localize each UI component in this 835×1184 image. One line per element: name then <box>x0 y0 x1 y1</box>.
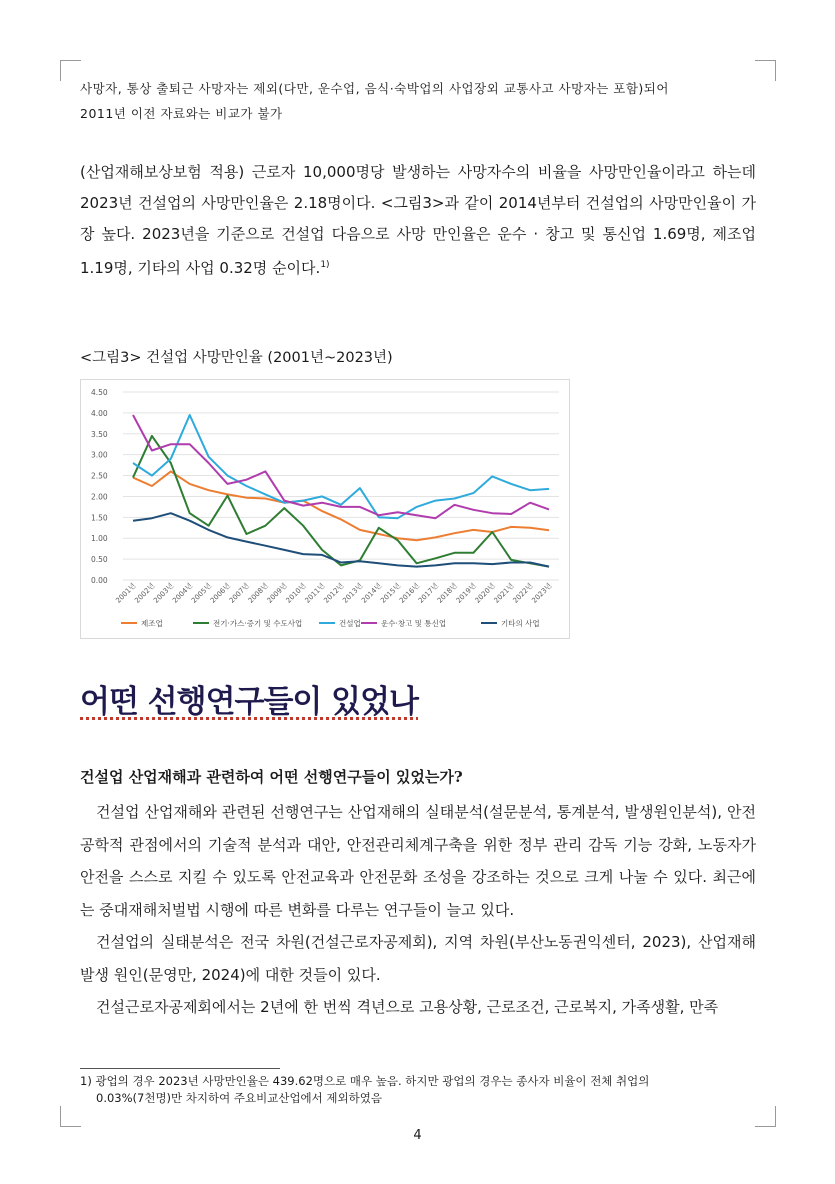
series-line <box>133 415 549 518</box>
series-line <box>133 513 549 566</box>
intro-paragraph <box>80 157 756 284</box>
legend-label: 제조업 <box>141 619 163 628</box>
note-line-2: 2011년 이전 자료와는 비교가 불가 <box>80 106 283 121</box>
footnote-ref[interactable]: 1) <box>320 260 330 270</box>
x-tick-label: 2002년 <box>133 581 157 605</box>
x-tick-label: 2016년 <box>398 581 422 605</box>
fatality-rate-chart <box>80 379 570 639</box>
x-tick-label: 2003년 <box>152 581 176 605</box>
figure-caption: <그림3> 건설업 사망만인율 (2001년~2023년) <box>80 350 393 366</box>
footnote-rule <box>80 1068 280 1069</box>
y-tick-label: 3.50 <box>91 429 108 439</box>
x-tick-label: 2022년 <box>511 581 535 605</box>
x-tick-label: 2023년 <box>530 581 554 605</box>
y-tick-label: 2.00 <box>91 492 108 502</box>
x-tick-label: 2004년 <box>171 581 195 605</box>
y-tick-label: 4.50 <box>91 388 108 397</box>
legend-label: 기타의 사업 <box>501 619 540 628</box>
crop-mark-top-right <box>755 60 776 81</box>
body-text <box>80 796 756 1024</box>
x-tick-label: 2007년 <box>227 581 251 605</box>
legend-label: 전기·가스·증기 및 수도사업 <box>213 619 303 628</box>
footnote-line-1: 1) 광업의 경우 2023년 사망만인율은 439.62명으로 매우 높음. 하지만 광업의 경우는 종사자 비율이 전체 취업의 <box>80 1074 650 1088</box>
x-tick-label: 2020년 <box>473 581 497 605</box>
x-tick-label: 2009년 <box>265 581 289 605</box>
y-tick-label: 3.00 <box>91 450 108 460</box>
legend-label: 운수·창고 및 통신업 <box>381 619 447 628</box>
crop-mark-bottom-right <box>755 1106 776 1127</box>
x-tick-label: 2006년 <box>208 581 232 605</box>
x-tick-label: 2012년 <box>322 581 346 605</box>
y-tick-label: 4.00 <box>91 408 108 418</box>
continued-note <box>80 76 756 126</box>
x-tick-label: 2021년 <box>492 581 516 605</box>
chart-svg <box>81 380 569 638</box>
x-tick-label: 2010년 <box>284 581 308 605</box>
x-tick-label: 2015년 <box>379 581 403 605</box>
x-tick-label: 2018년 <box>435 581 459 605</box>
body-paragraph-3: 건설근로자공제회에서는 2년에 한 번씩 격년으로 고용상황, 근로조건, 근로복지, 가족생활, 만족 <box>96 998 719 1016</box>
footnote <box>80 1073 756 1107</box>
x-tick-label: 2013년 <box>341 581 365 605</box>
y-tick-label: 0.00 <box>91 576 108 585</box>
intro-text: (산업재해보상보험 적용) 근로자 10,000명당 발생하는 사망자수의 비율을 사망만인율이라고 하는데 2023년 건설업의 사망만인율은 2.18명이다. <그림3>과 같이 2014년부터 건설업의 사망만인율이 가장 높다. 2023년을 기준으로 건설업 다음으로 사망 만인율은 운수 · 창고 및 통신업 1.69명, 제조업 1.19명, 기타의 사업 0.32명 순이다. <box>80 163 756 277</box>
x-tick-label: 2019년 <box>454 581 478 605</box>
page-number: 4 <box>413 1128 422 1143</box>
y-tick-label: 1.50 <box>91 513 108 523</box>
y-tick-label: 2.50 <box>91 471 108 481</box>
section-title: 어떤 선행연구들이 있었나 <box>80 684 418 720</box>
x-tick-label: 2001년 <box>114 581 138 605</box>
crop-mark-bottom-left <box>60 1106 81 1127</box>
x-tick-label: 2011년 <box>303 581 327 605</box>
note-line-1: 사망자, 통상 출퇴근 사망자는 제외(다만, 운수업, 음식·숙박업의 사업장외 교통사고 사망자는 포함)되어 <box>80 81 669 96</box>
series-line <box>133 436 549 567</box>
footnote-line-2: 0.03%(7천명)만 차지하여 주요비교산업에서 제외하였음 <box>96 1091 382 1105</box>
body-paragraph-1: 건설업 산업재해와 관련된 선행연구는 산업재해의 실태분석(설문분석, 통계분석, 발생원인분석), 안전공학적 관점에서의 기술적 분석과 대안, 안전관리체계구축을 위한 정부 관리 감독 기능 강화, 노동자가 안전을 스스로 지킬 수 있도록 안전교육과 안전문화 조성을 강조하는 것으로 크게 나눌 수 있다. 최근에는 중대재해처벌법 시행에 따른 변화를 다루는 연구들이 늘고 있다. <box>80 803 756 919</box>
x-tick-label: 2005년 <box>190 581 214 605</box>
question-heading: 건설업 산업재해과 관련하여 어떤 선행연구들이 있었는가? <box>80 768 463 786</box>
x-tick-label: 2017년 <box>416 581 440 605</box>
x-tick-label: 2008년 <box>246 581 270 605</box>
legend-label: 건설업 <box>339 619 361 628</box>
y-tick-label: 1.00 <box>91 534 108 544</box>
x-tick-label: 2014년 <box>360 581 384 605</box>
series-line <box>133 415 549 518</box>
body-paragraph-2: 건설업의 실태분석은 전국 차원(건설근로자공제회), 지역 차원(부산노동권익센터, 2023), 산업재해 발생 원인(문영만, 2024)에 대한 것들이 있다. <box>80 933 756 984</box>
y-tick-label: 0.50 <box>91 555 108 565</box>
crop-mark-top-left <box>60 60 81 81</box>
